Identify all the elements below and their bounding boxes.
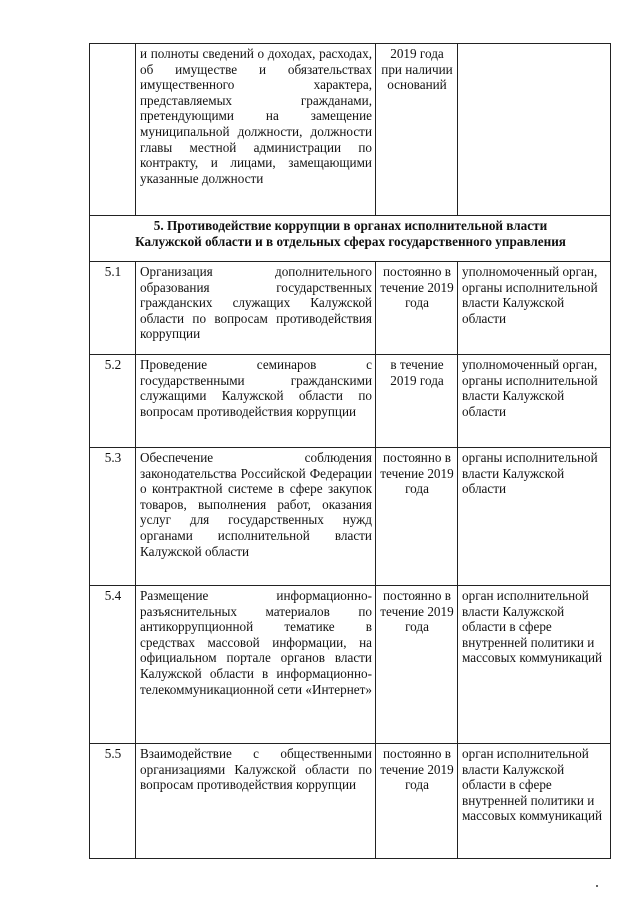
section-row <box>90 216 611 262</box>
responsible-text: уполномоченный орган, органы исполнительной власти Калужской области <box>458 355 611 448</box>
table-row <box>90 744 611 859</box>
section-heading <box>90 216 611 262</box>
deadline-text: в течение 2019 года <box>376 355 458 448</box>
row-number: 5.1 <box>90 262 136 355</box>
deadline-text: постоянно в течение 2019 года <box>376 744 458 859</box>
measure-text: Обеспечение соблюдения законодательства Российской Федерации о контрактной системе в сфере закупок товаров, выполнения работ, оказания услуг для государственных нужд органами исполнительной власти Калужской области <box>136 448 376 586</box>
responsible-text: органы исполнительной власти Калужской области <box>458 448 611 586</box>
table-row <box>90 262 611 355</box>
responsible-text: орган исполнительной власти Калужской области в сфере внутренней политики и массовых коммуникаций <box>458 744 611 859</box>
measure-text: и полноты сведений о доходах, расходах, об имуществе и обязательствах имущественного характера, представляемых гражданами, претендующими на замещение муниципальной должности, должности главы местной администрации по контракту, и лицами, замещающими указанные должности <box>136 44 376 216</box>
deadline-text: постоянно в течение 2019 года <box>376 448 458 586</box>
deadline-text: постоянно в течение 2019 года <box>376 262 458 355</box>
section-heading-line: 5. Противодействие коррупции в органах исполнительной власти <box>153 218 548 233</box>
measure-text: Взаимодействие с общественными организациями Калужской области по вопросам противодействия коррупции <box>136 744 376 859</box>
deadline-text: постоянно в течение 2019 года <box>376 586 458 744</box>
responsible-text: уполномоченный орган, органы исполнительной власти Калужской области <box>458 262 611 355</box>
table-row <box>90 44 611 216</box>
measure-text: Размещение информационно-разъяснительных материалов по антикоррупционной тематике в средствах массовой информации, на официальном портале органов власти Калужской области в информационно-телекоммуникационной сети «Интернет» <box>136 586 376 744</box>
table-row <box>90 586 611 744</box>
responsible-text <box>458 44 611 216</box>
row-number: 5.2 <box>90 355 136 448</box>
row-number: 5.4 <box>90 586 136 744</box>
row-number: 5.3 <box>90 448 136 586</box>
row-number <box>90 44 136 216</box>
table-row <box>90 355 611 448</box>
measures-table <box>89 43 611 859</box>
row-number: 5.5 <box>90 744 136 859</box>
scan-speck <box>596 885 598 887</box>
measure-text: Организация дополнительного образования государственных гражданских служащих Калужской области по вопросам противодействия коррупции <box>136 262 376 355</box>
table-row <box>90 448 611 586</box>
deadline-text: 2019 года при наличии оснований <box>376 44 458 216</box>
responsible-text: орган исполнительной власти Калужской области в сфере внутренней политики и массовых коммуникаций <box>458 586 611 744</box>
measure-text: Проведение семинаров с государственными гражданскими служащими Калужской области по вопросам противодействия коррупции <box>136 355 376 448</box>
section-heading-line: Калужской области и в отдельных сферах государственного управления <box>135 233 566 249</box>
